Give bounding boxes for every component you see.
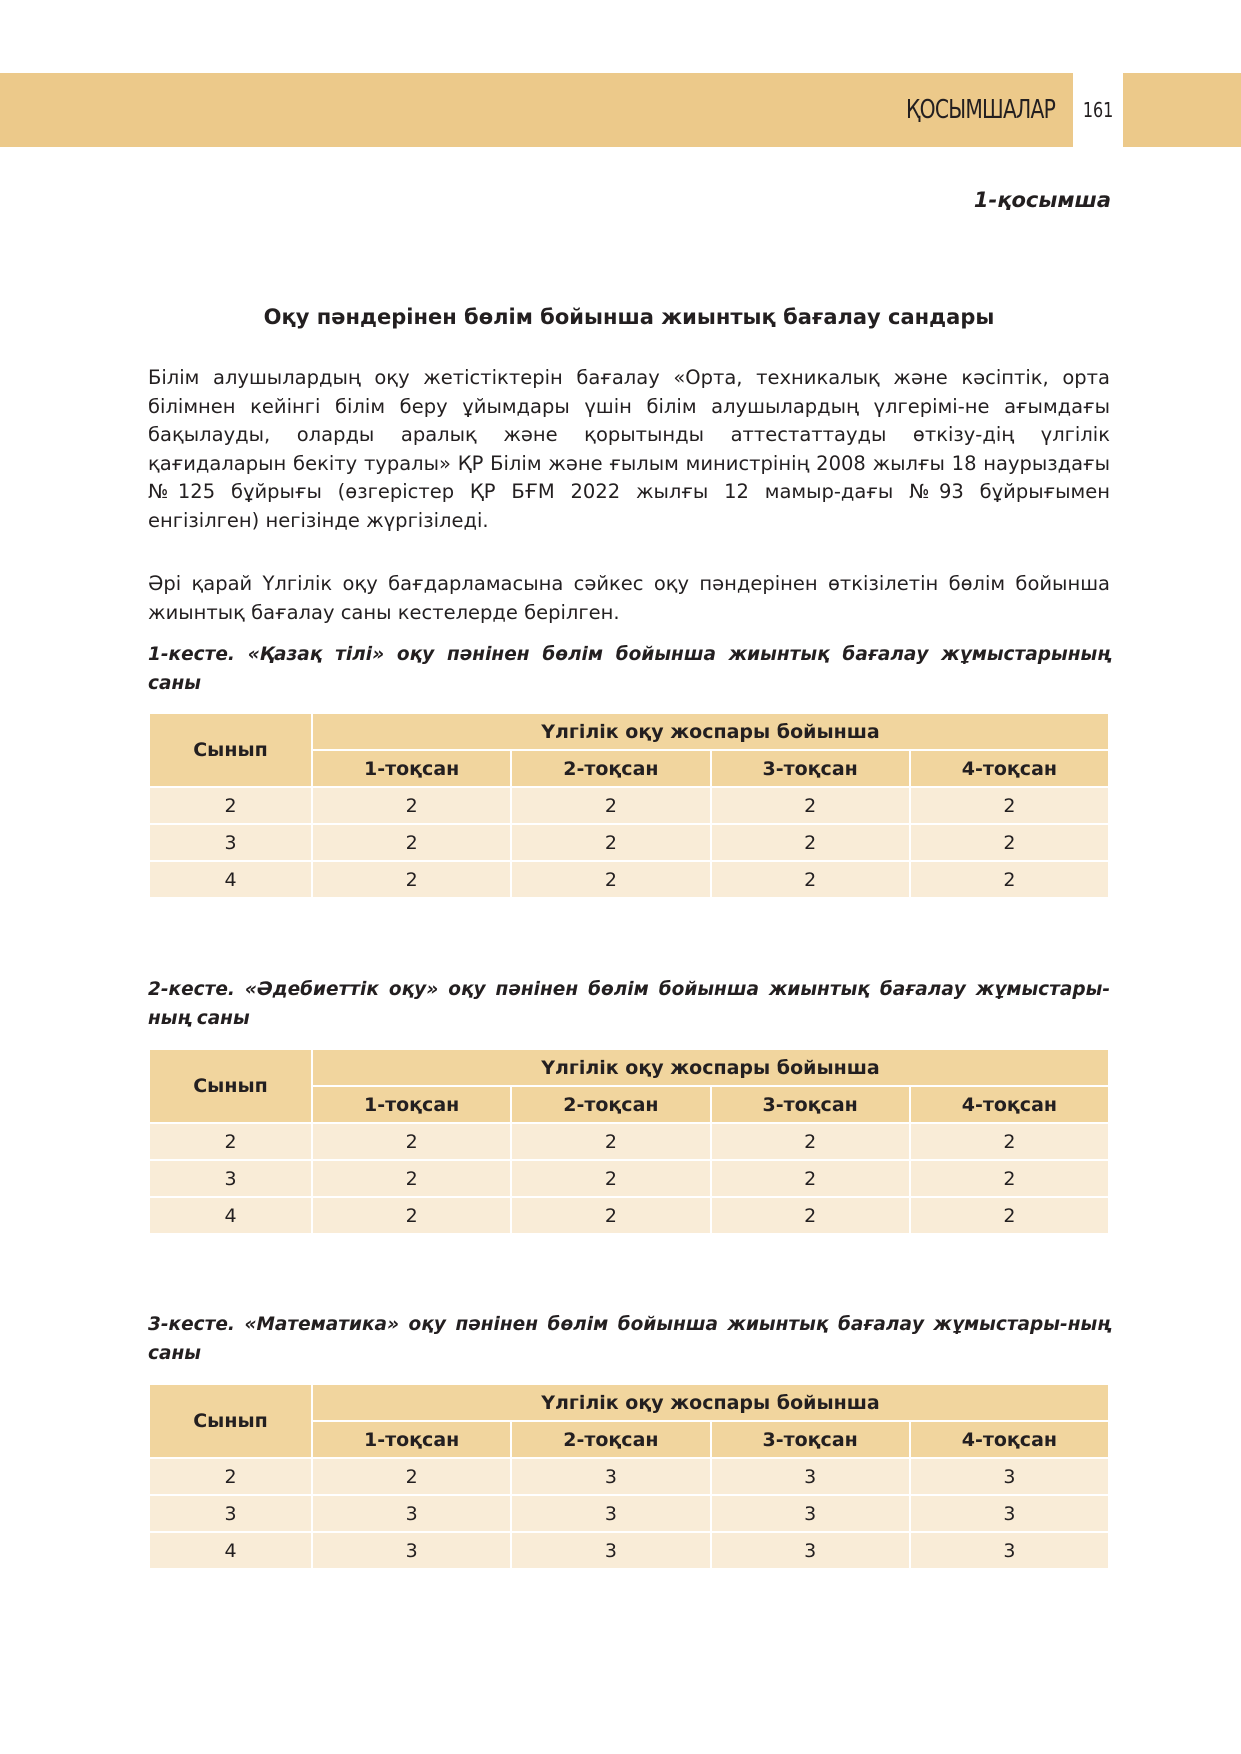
cell: 3 [511,1495,710,1532]
header-class: Сынып [149,713,312,787]
cell: 2 [910,824,1109,861]
table-row [149,861,1109,898]
cell: 3 [910,1532,1109,1569]
header-quarter-4: 4-тоқсан [910,1421,1109,1458]
table-row [149,1197,1109,1234]
header-quarter-2: 2-тоқсан [511,1086,710,1123]
page-number-box [1073,73,1123,147]
table-row [149,824,1109,861]
cell: 2 [511,861,710,898]
cell: 2 [711,861,910,898]
cell: 2 [711,824,910,861]
cell: 3 [910,1495,1109,1532]
table-1-caption: 1-кесте. «Қазақ тілі» оқу пәнінен бөлім бойынша жиынтық бағалау жұмыстарының саны [148,644,1110,694]
table-row [149,1123,1109,1160]
header-class: Сынып [149,1049,312,1123]
cell: 2 [511,787,710,824]
header-quarter-1: 1-тоқсан [312,1086,511,1123]
table-literary-reading [148,1048,1110,1235]
cell: 2 [149,1458,312,1495]
cell: 3 [711,1458,910,1495]
cell: 4 [149,861,312,898]
header-group: Үлгілік оқу жоспары бойынша [312,1384,1109,1421]
appendix-label: 1-қосымша [973,188,1111,212]
document-title: Оқу пәндерінен бөлім бойынша жиынтық бағалау сандары [263,305,995,329]
tables-intro-paragraph: Әрі қарай Үлгілік оқу бағдарламасына сәйкес оқу пәндерінен өткізілетін бөлім бойынша жиынтық бағалау саны кестелерде берілген. [148,572,1110,624]
cell: 4 [149,1197,312,1234]
cell: 2 [511,824,710,861]
header-quarter-4: 4-тоқсан [910,750,1109,787]
page-number: 161 [1082,98,1114,122]
header-quarter-3: 3-тоқсан [711,750,910,787]
cell: 3 [312,1495,511,1532]
table-row [149,1532,1109,1569]
cell: 2 [312,787,511,824]
header-quarter-2: 2-тоқсан [511,1421,710,1458]
cell: 2 [711,787,910,824]
header-quarter-4: 4-тоқсан [910,1086,1109,1123]
cell: 2 [312,1123,511,1160]
cell: 2 [511,1123,710,1160]
cell: 2 [149,787,312,824]
cell: 2 [149,1123,312,1160]
header-class: Сынып [149,1384,312,1458]
table-mathematics [148,1383,1110,1570]
cell: 2 [312,824,511,861]
cell: 2 [312,1197,511,1234]
table-row [149,787,1109,824]
header-quarter-3: 3-тоқсан [711,1086,910,1123]
cell: 2 [312,1160,511,1197]
cell: 3 [149,824,312,861]
header-quarter-1: 1-тоқсан [312,1421,511,1458]
cell: 3 [511,1458,710,1495]
table-kazakh-language [148,712,1110,899]
header-group: Үлгілік оқу жоспары бойынша [312,1049,1109,1086]
table-row [149,1458,1109,1495]
cell: 2 [711,1123,910,1160]
cell: 2 [910,861,1109,898]
header-quarter-2: 2-тоқсан [511,750,710,787]
cell: 2 [711,1160,910,1197]
cell: 3 [511,1532,710,1569]
section-title: ҚОСЫМШАЛАР [905,95,1055,125]
cell: 2 [910,1160,1109,1197]
header-quarter-3: 3-тоқсан [711,1421,910,1458]
cell: 2 [312,861,511,898]
header-group: Үлгілік оқу жоспары бойынша [312,713,1109,750]
cell: 2 [910,1197,1109,1234]
cell: 2 [910,787,1109,824]
cell: 3 [711,1495,910,1532]
cell: 3 [711,1532,910,1569]
table-row [149,1160,1109,1197]
cell: 4 [149,1532,312,1569]
header-quarter-1: 1-тоқсан [312,750,511,787]
cell: 2 [312,1458,511,1495]
table-row [149,1495,1109,1532]
table-2-caption: 2-кесте. «Әдебиеттік оқу» оқу пәнінен бөлім бойынша жиынтық бағалау жұмыстары-ның саны [148,979,1110,1029]
cell: 2 [511,1160,710,1197]
cell: 2 [711,1197,910,1234]
cell: 3 [910,1458,1109,1495]
intro-paragraph: Білім алушылардың оқу жетістіктерін бағалау «Орта, техникалық және кәсіптік, орта білімнен кейінгі білім беру ұйымдары үшін білім алушылардың үлгерімі-не ағымдағы бақылауды, оларды аралық және қорытынды аттестаттауды өткізу-дің үлгілік қағидаларын бекіту туралы» ҚР Білім және ғылым министрінің 2008 жылғы 18 наурыздағы №125 бұйрығы (өзгерістер ҚР БҒМ 2022 жылғы 12 мамыр-дағы №93 бұйрығымен енгізілген) негізінде жүргізіледі. [148,366,1110,532]
cell: 2 [511,1197,710,1234]
cell: 3 [149,1495,312,1532]
table-3-caption: 3-кесте. «Математика» оқу пәнінен бөлім бойынша жиынтық бағалау жұмыстары-ның саны [148,1314,1110,1364]
cell: 2 [910,1123,1109,1160]
cell: 3 [312,1532,511,1569]
cell: 3 [149,1160,312,1197]
